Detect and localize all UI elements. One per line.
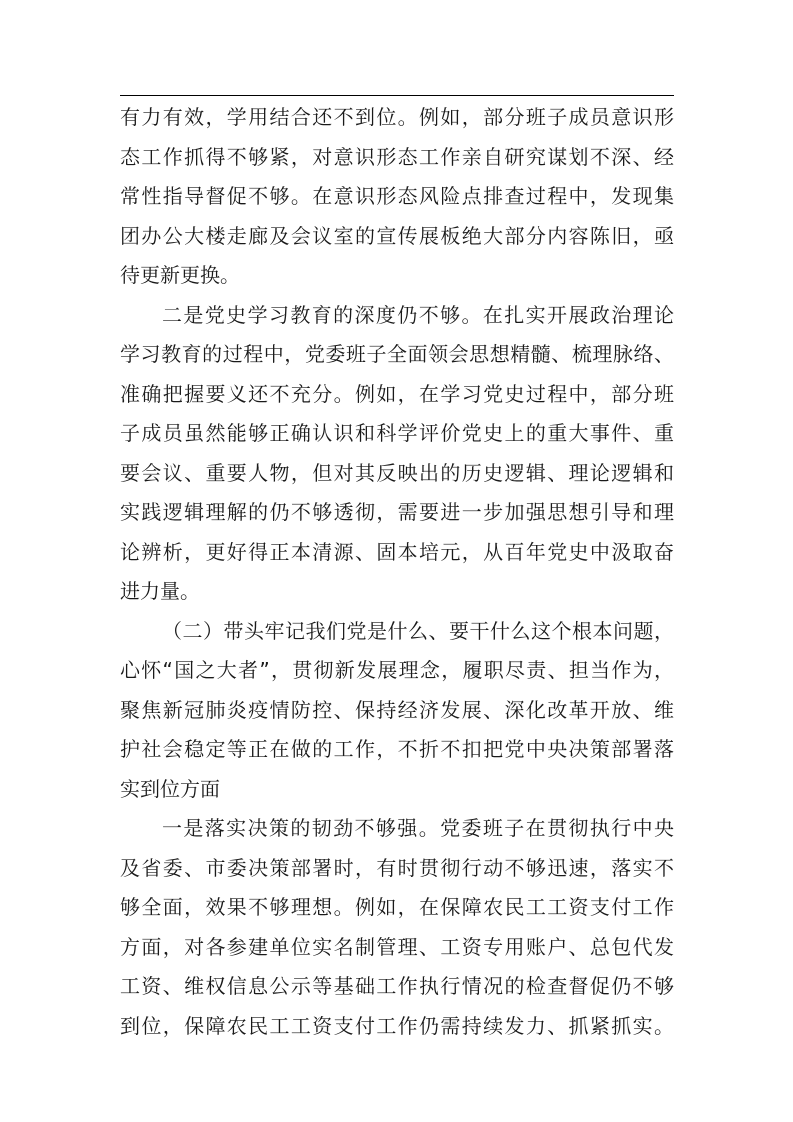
text-line: 护社会稳定等正在做的工作，不折不扣把党中央决策部署落 (120, 737, 674, 761)
text-line: 一是落实决策的韧劲不够强。党委班子在贯彻执行中央 (162, 816, 674, 840)
text-line: 有力有效，学用结合还不到位。例如，部分班子成员意识形 (120, 105, 674, 129)
text-line: 态工作抓得不够紧，对意识形态工作亲自研究谋划不深、经 (120, 144, 674, 169)
paragraph-ideology (120, 98, 674, 296)
text-line: 要会议、重要人物，但对其反映出的历史逻辑、理论逻辑和 (120, 460, 674, 485)
text-line: 工资、维权信息公示等基础工作执行情况的检查督促仍不够 (120, 974, 674, 998)
text-line: 准确把握要义还不充分。例如，在学习党史过程中，部分班 (120, 381, 674, 406)
text-line: 及省委、市委决策部署时，有时贯彻行动不够迅速，落实不 (120, 855, 674, 880)
text-line: 常性指导督促不够。在意识形态风险点排查过程中，发现集 (120, 184, 674, 208)
text-line: 子成员虽然能够正确认识和科学评价党史上的重大事件、重 (120, 421, 674, 445)
text-line: 实到位方面 (120, 776, 220, 801)
section-heading-2 (120, 612, 674, 810)
text-line: 进力量。 (120, 579, 200, 603)
text-line: 聚焦新冠肺炎疫情防控、保持经济发展、深化改革开放、维 (120, 697, 674, 722)
paragraph-implementation (120, 809, 674, 1046)
document-body (120, 98, 674, 1046)
text-line: 二是党史学习教育的深度仍不够。在扎实开展政治理论 (162, 302, 674, 327)
text-line: 够全面，效果不够理想。例如，在保障农民工工资支付工作 (120, 895, 674, 919)
header-rule (120, 95, 674, 96)
text-line: 团办公大楼走廊及会议室的宣传展板绝大部分内容陈旧，亟 (120, 223, 674, 248)
text-line: 方面，对各参建单位实名制管理、工资专用账户、总包代发 (120, 934, 674, 959)
text-line: 实践逻辑理解的仍不够透彻，需要进一步加强思想引导和理 (120, 500, 674, 524)
paragraph-party-history (120, 296, 674, 612)
text-line: 到位，保障农民工工资支付工作仍需持续发力、抓紧抓实。 (120, 1013, 674, 1038)
text-line: 论辨析，更好得正本清源、固本培元，从百年党史中汲取奋 (120, 539, 674, 564)
text-line: 待更新更换。 (120, 263, 240, 287)
text-line: （二）带头牢记我们党是什么、要干什么这个根本问题， (162, 618, 674, 643)
text-line: 心怀“国之大者”，贯彻新发展理念，履职尽责、担当作为， (120, 658, 674, 682)
text-line: 学习教育的过程中，党委班子全面领会思想精髓、梳理脉络、 (120, 342, 674, 366)
